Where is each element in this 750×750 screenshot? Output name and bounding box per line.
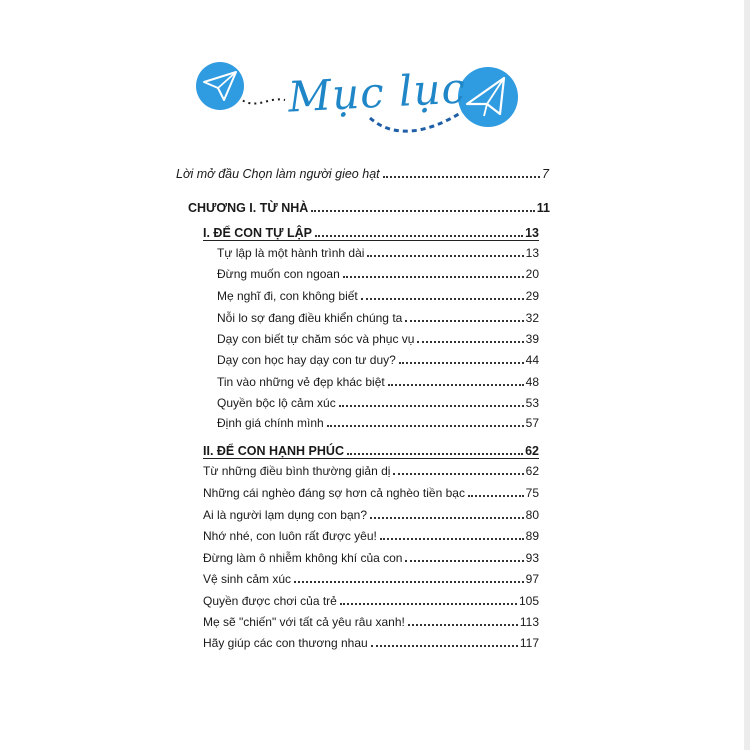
section-rule [203, 240, 539, 241]
toc-entry-label: Quyền bộc lộ cảm xúc [217, 396, 336, 410]
toc-entry-label: Quyền được chơi của trẻ [203, 594, 337, 608]
toc-entry[interactable] [217, 309, 539, 325]
toc-entry-label: Dạy con biết tự chăm sóc và phục vụ [217, 332, 415, 346]
toc-page-number: 62 [525, 444, 539, 458]
toc-entry-label: Nỗi lo sợ đang điều khiển chúng ta [217, 311, 403, 325]
toc-page-number: 7 [542, 167, 549, 181]
toc-entry-label: II. ĐỂ CON HẠNH PHÚC [203, 444, 344, 458]
toc-entry[interactable] [217, 351, 539, 367]
dot-leader [383, 176, 540, 178]
dot-leader [339, 405, 524, 407]
toc-entry-label: Những cái nghèo đáng sợ hơn cả nghèo tiền bạc [203, 486, 465, 500]
toc-page-number: 57 [525, 416, 539, 430]
toc-page-number: 32 [525, 311, 539, 325]
toc-page-number: 80 [525, 508, 539, 522]
toc-entry[interactable] [203, 484, 539, 500]
dot-leader [367, 255, 523, 257]
toc-page-number: 89 [525, 529, 539, 543]
dot-leader [380, 538, 524, 540]
toc-page-number: 93 [525, 551, 539, 565]
toc-page-number: 105 [518, 594, 539, 608]
toc-entry[interactable] [203, 613, 539, 629]
dot-leader [405, 320, 523, 322]
toc-entry[interactable] [217, 244, 539, 260]
page-title: Mục lục [286, 63, 468, 122]
toc-page-number: 117 [519, 636, 539, 650]
dot-leader [361, 298, 524, 300]
toc-page-number: 48 [525, 375, 539, 389]
toc-entry[interactable] [217, 394, 539, 410]
dot-leader [468, 495, 524, 497]
toc-entry-label: Lời mở đầu Chọn làm người gieo hạt [176, 167, 380, 181]
toc-page-number: 20 [525, 267, 539, 281]
dot-leader [371, 645, 518, 647]
toc-entry-label: Đừng làm ô nhiễm không khí của con [203, 551, 403, 565]
toc-entry-label: Tự lập là một hành trình dài [217, 246, 365, 260]
toc-entry[interactable] [203, 506, 539, 522]
dot-leader [399, 362, 524, 364]
toc-page-number: 113 [519, 615, 539, 629]
toc-entry[interactable] [203, 527, 539, 543]
toc-entry[interactable] [203, 570, 539, 586]
dot-leader [340, 603, 517, 605]
toc-entry-label: Đừng muốn con ngoan [217, 267, 340, 281]
dot-leader [327, 425, 524, 427]
toc-entry[interactable] [203, 592, 539, 608]
toc-page-number: 62 [525, 464, 539, 478]
toc-page-number: 44 [525, 353, 539, 367]
toc-entry-label: Mẹ sẽ "chiến" với tất cả yêu râu xanh! [203, 615, 405, 629]
dot-leader [405, 560, 523, 562]
toc-page-number: 53 [525, 396, 539, 410]
dot-leader [315, 235, 523, 237]
dot-leader [343, 276, 524, 278]
toc-section[interactable] [203, 442, 539, 458]
dot-leader [347, 453, 523, 455]
toc-entry-label: CHƯƠNG I. TỪ NHÀ [188, 201, 309, 215]
toc-entry-label: Mẹ nghĩ đi, con không biết [217, 289, 358, 303]
dot-leader [388, 384, 524, 386]
dot-leader [311, 210, 534, 212]
toc-page-number: 75 [525, 486, 539, 500]
toc-entry-label: Vệ sinh cảm xúc [203, 572, 292, 586]
dot-leader [393, 473, 523, 475]
toc-entry[interactable] [203, 634, 539, 650]
toc-entry-label: Định giá chính mình [217, 416, 324, 430]
toc-page-number: 11 [536, 201, 550, 215]
toc-entry[interactable] [217, 265, 539, 281]
toc-section[interactable] [203, 224, 539, 240]
toc-entry[interactable] [217, 414, 539, 430]
toc-chapter[interactable] [188, 199, 550, 215]
toc-page-number: 39 [525, 332, 539, 346]
dot-leader [417, 341, 523, 343]
toc-entry[interactable] [217, 373, 539, 389]
toc-entry-label: Tin vào những vẻ đẹp khác biệt [217, 375, 385, 389]
toc-entry-label: Hãy giúp các con thương nhau [203, 636, 368, 650]
toc-entry-label: Ai là người lạm dụng con bạn? [203, 508, 368, 522]
toc-page-number: 29 [525, 289, 539, 303]
dot-leader [294, 581, 524, 583]
toc-preface[interactable] [176, 165, 549, 181]
toc-entry-label: Dạy con học hay dạy con tư duy? [217, 353, 396, 367]
toc-entry[interactable] [217, 287, 539, 303]
toc-entry[interactable] [203, 462, 539, 478]
toc-entry[interactable] [217, 330, 539, 346]
section-rule [203, 458, 539, 459]
toc-page-number: 97 [525, 572, 539, 586]
toc-entry-label: I. ĐỂ CON TỰ LẬP [203, 226, 312, 240]
toc-entry[interactable] [203, 549, 539, 565]
dot-leader [370, 517, 524, 519]
toc-page-number: 13 [525, 246, 539, 260]
toc-entry-label: Nhớ nhé, con luôn rất được yêu! [203, 529, 377, 543]
dot-leader [408, 624, 518, 626]
toc-entry-label: Từ những điều bình thường giản dị [203, 464, 391, 478]
toc-page-number: 13 [525, 226, 539, 240]
